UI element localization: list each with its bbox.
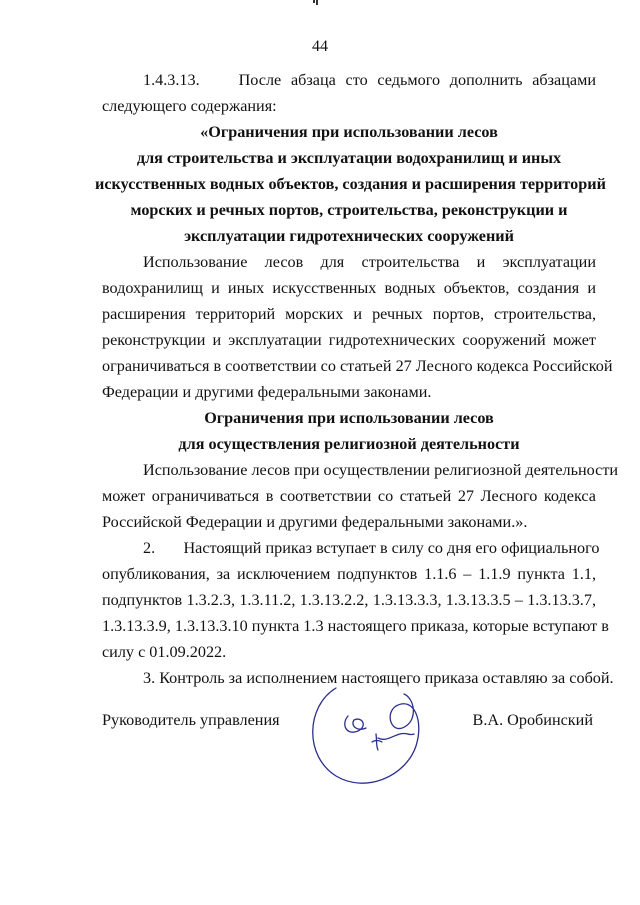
text-line: ограничиваться в соответствии со статьей 27 Лесного кодекса Российской [102, 357, 613, 375]
heading-line: искусственных водных объектов, создания и расширения территорий [95, 175, 606, 193]
text-line: реконструкции и эксплуатации гидротехнических сооружений может [102, 331, 596, 349]
scan-mark [316, 0, 318, 5]
text-line: может ограничиваться в соответствии со статьей 27 Лесного кодекса [102, 487, 596, 505]
paragraph-1-4-3-13 [102, 67, 596, 119]
heading-line: для осуществления религиозной деятельности [178, 435, 520, 453]
heading-line: «Ограничения при использовании лесов [200, 123, 498, 141]
handwritten-signature [296, 676, 456, 796]
signatory-name: В.А. Оробинский [472, 711, 593, 729]
text-line: Использование лесов при осуществлении религиозной деятельности [143, 461, 619, 479]
text-line: следующего содержания: [102, 97, 277, 115]
text-line: Федерации и другими федеральными законами. [102, 383, 432, 401]
paragraph-religious-use [102, 457, 619, 535]
heading-line: Ограничения при использовании лесов [204, 409, 494, 427]
paragraph-item-2 [102, 535, 609, 665]
section-heading-reservoirs [95, 119, 606, 249]
text-line: 2. Настоящий приказ вступает в силу со дня его официального [143, 539, 600, 557]
text-line: подпунктов 1.3.2.3, 1.3.11.2, 1.3.13.2.2, 1.3.13.3.3, 1.3.13.3.5 – 1.3.13.3.7, [102, 591, 596, 609]
section-heading-religious [102, 405, 596, 457]
text-line: Российской Федерации и другими федеральными законами.». [102, 513, 528, 531]
scan-mark [313, 0, 315, 3]
text-line: опубликования, за исключением подпунктов 1.1.6 – 1.1.9 пункта 1.1, [102, 565, 596, 583]
text-line: силу с 01.09.2022. [102, 643, 227, 661]
text-line: 1.4.3.13. После абзаца сто седьмого дополнить абзацами [143, 71, 596, 89]
heading-line: для строительства и эксплуатации водохранилищ и иных [136, 149, 562, 167]
signatory-position: Руководитель управления [102, 711, 280, 729]
heading-line: морских и речных портов, строительства, реконструкции и [130, 201, 568, 219]
heading-line: эксплуатации гидротехнических сооружений [184, 227, 514, 245]
text-line: водохранилищ и иных искусственных водных объектов, создания и [102, 279, 596, 297]
text-line: 1.3.13.3.9, 1.3.13.3.10 пункта 1.3 настоящего приказа, которые вступают в [102, 617, 609, 635]
text-line: 3. Контроль за исполнением настоящего приказа оставляю за собой. [143, 669, 614, 687]
paragraph-reservoirs-use [102, 249, 613, 405]
page-number: 44 [312, 38, 328, 55]
text-line: расширения территорий морских и речных портов, строительства, [102, 305, 596, 323]
text-line: Использование лесов для строительства и эксплуатации [143, 253, 596, 271]
